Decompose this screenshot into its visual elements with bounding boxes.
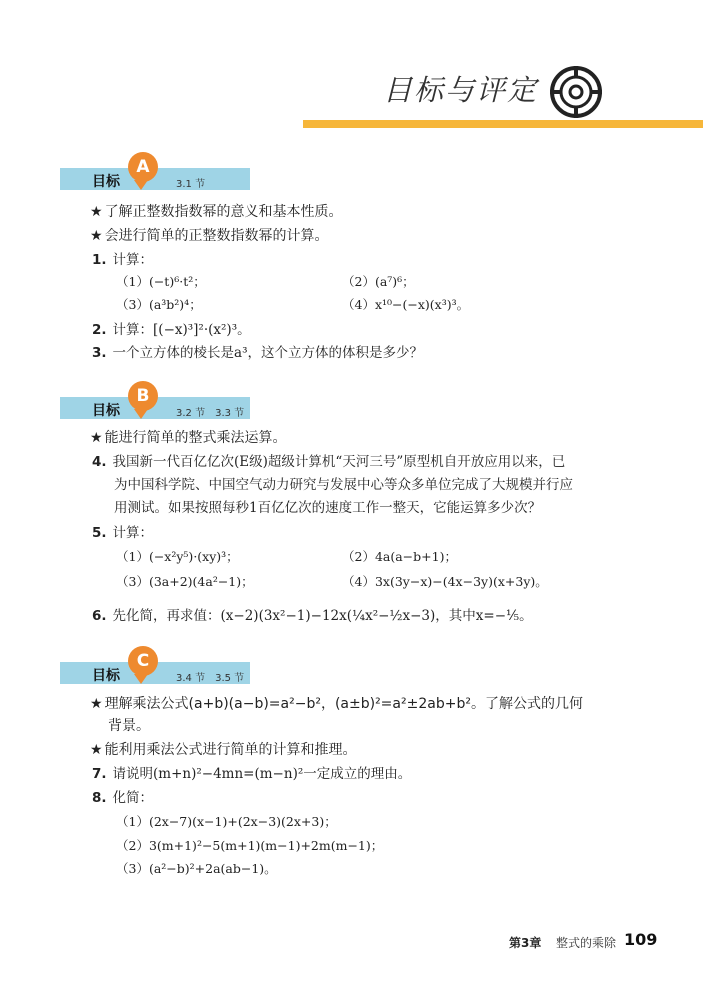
- subitem: （1）(2x−7)(x−1)+(2x−3)(2x+3)；: [116, 814, 337, 829]
- subitem: （2）3(m+1)²−5(m+1)(m−1)+2m(m−1)；: [116, 838, 384, 853]
- subitem: （4）x¹⁰−(−x)(x³)³。: [342, 297, 470, 312]
- goal-label: 目标: [92, 668, 120, 684]
- subitem: （3）(3a+2)(4a²−1)；: [116, 574, 254, 589]
- goal-badge: C: [128, 646, 158, 676]
- goal-badge: A: [128, 152, 158, 182]
- goal-badge: B: [128, 381, 158, 411]
- goal-sections: 3.1 节: [176, 179, 206, 190]
- objective-cont: 背景。: [108, 718, 150, 734]
- objective: ★ 理解乘法公式(a+b)(a−b)=a²−b²，(a±b)²=a²±2ab+b²。了解公式的几何: [90, 696, 583, 712]
- problem-2: 2. 计算：[(−x)³]²·(x²)³。: [92, 322, 251, 338]
- problem-4: 4. 我国新一代百亿亿次(E级)超级计算机“天河三号”原型机自开放应用以来，已: [92, 454, 566, 470]
- goal-label: 目标: [92, 403, 120, 419]
- subitem: （3）(a³b²)⁴；: [116, 297, 202, 312]
- goal-sections: 3.4 节 3.5 节: [176, 673, 245, 684]
- objective: ★ 能进行简单的整式乘法运算。: [90, 430, 287, 446]
- subitem: （4）3x(3y−x)−(4x−3y)(x+3y)。: [342, 574, 548, 589]
- problem-1: 1. 计算：: [92, 252, 154, 268]
- footer-chapter: 第3章: [509, 936, 542, 950]
- subitem: （2）(a⁷)⁶；: [342, 274, 415, 289]
- problem-7: 7. 请说明(m+n)²−4mn=(m−n)²一定成立的理由。: [92, 766, 412, 782]
- subitem: （3）(a²−b)²+2a(ab−1)。: [116, 861, 277, 876]
- page-number: 109: [624, 930, 658, 949]
- problem-3: 3. 一个立方体的棱长是a³，这个立方体的体积是多少？: [92, 345, 423, 361]
- goal-badge-tail: [134, 180, 148, 190]
- objective: ★ 能利用乘法公式进行简单的计算和推理。: [90, 742, 357, 758]
- goal-label: 目标: [92, 174, 120, 190]
- goal-badge-tail: [134, 409, 148, 419]
- footer-chapter-name: 整式的乘除: [556, 936, 617, 950]
- header-accent-bar: [303, 120, 703, 128]
- subitem: （1）(−x²y⁵)·(xy)³；: [116, 549, 239, 564]
- problem-4-cont: 用测试。如果按照每秒1百亿亿次的速度工作一整天，它能运算多少次？: [114, 500, 542, 516]
- subitem: （1）(−t)⁶·t²；: [116, 274, 206, 289]
- problem-4-cont: 为中国科学院、中国空气动力研究与发展中心等众多单位完成了大规模并行应: [114, 477, 573, 493]
- problem-8: 8. 化简：: [92, 790, 154, 806]
- objective: ★ 会进行简单的正整数指数幂的计算。: [90, 228, 329, 244]
- target-icon: [548, 64, 604, 120]
- goal-badge-tail: [134, 674, 148, 684]
- goal-sections: 3.2 节 3.3 节: [176, 408, 245, 419]
- problem-5: 5. 计算：: [92, 525, 154, 541]
- subitem: （2）4a(a−b+1)；: [342, 549, 457, 564]
- objective: ★ 了解正整数指数幂的意义和基本性质。: [90, 204, 343, 220]
- page-title: 目标与评定: [383, 73, 539, 107]
- problem-6: 6. 先化简，再求值：(x−2)(3x²−1)−12x(¼x²−½x−3)，其中x=−⅕。: [92, 608, 533, 624]
